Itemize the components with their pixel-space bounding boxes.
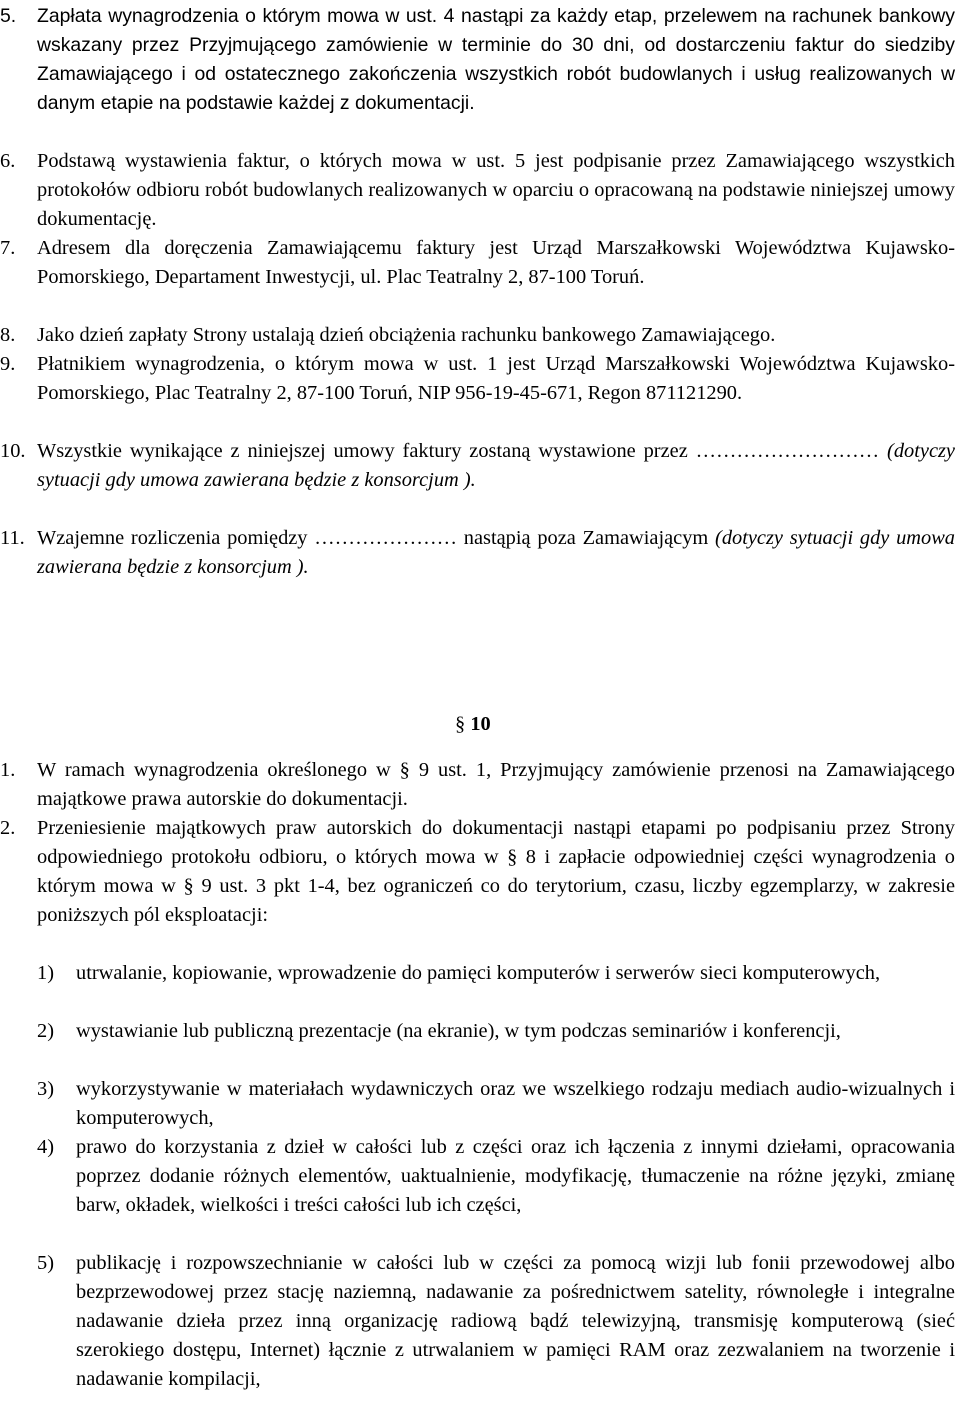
subitem-number: 3) — [37, 1078, 54, 1100]
item-text: Zapłata wynagrodzenia o którym mowa w ust. 4 nastąpi za każdy etap, przelewem na rachunek bankowy wskazany przez Przyjmującego zamówienie w terminie do 30 dni, od dostarczeniu faktur do siedziby Zamawiającego i od ostatecznego zakończenia wszystkich robót budowlanych i usług realizowanych w danym etapie na podstawie każdej z dokumentacji. — [37, 5, 955, 114]
item-number: 5. — [0, 5, 17, 27]
paragraph-10 — [0, 437, 955, 495]
paragraph-9 — [0, 350, 955, 408]
item-number: 9. — [0, 353, 16, 375]
item-note: (dotyczy sytuacji gdy umowa zawierana będzie z konsorcjum ). — [37, 440, 955, 491]
item-text: Płatnikiem wynagrodzenia, o którym mowa w ust. 1 jest Urząd Marszałkowski Województwa Kujawsko-Pomorskiego, Plac Teatralny 2, 87-100 Toruń, NIP 956-19-45-671, Regon 871121290. — [37, 353, 955, 404]
section-paragraph-1 — [0, 756, 955, 814]
item-text: Przeniesienie majątkowych praw autorskich do dokumentacji nastąpi etapami po podpisaniu przez Strony odpowiedniego protokołu odbioru, o których mowa w § 8 i zapłacie odpowiedniej części wynagrodzenia o którym mowa w § 9 ust. 3 pkt 1-4, bez ograniczeń co do terytorium, czasu, liczby egzemplarzy, w zakresie poniższych pól eksploatacji: — [37, 817, 955, 926]
subitem-text: wykorzystywanie w materiałach wydawniczych oraz we wszelkiego rodzaju mediach audio-wizualnych i komputerowych, — [76, 1078, 955, 1129]
item-number: 2. — [0, 817, 16, 839]
field-item-5 — [0, 1249, 955, 1394]
field-item-4 — [0, 1133, 955, 1220]
item-text-part: Wzajemne rozliczenia pomiędzy — [37, 527, 308, 549]
item-text-part: nastąpią poza Zamawiającym — [463, 527, 709, 549]
field-item-3 — [0, 1075, 955, 1133]
subitem-text: wystawianie lub publiczną prezentacje (na ekranie), w tym podczas seminariów i konferencji, — [76, 1020, 841, 1042]
section-number: 10 — [470, 713, 491, 735]
item-text-part: Wszystkie wynikające z niniejszej umowy faktury zostaną wystawione przez — [37, 440, 688, 462]
item-text: Jako dzień zapłaty Strony ustalają dzień obciążenia rachunku bankowego Zamawiającego. — [37, 324, 776, 346]
item-text — [37, 437, 955, 495]
subitem-text: utrwalanie, kopiowanie, wprowadzenie do pamięci komputerów i serwerów sieci komputerowych, — [76, 962, 881, 984]
section-paragraph-2 — [0, 814, 955, 930]
blank-dots: ………………… — [314, 527, 458, 549]
subitem-number: 2) — [37, 1020, 54, 1042]
item-number: 11. — [0, 527, 25, 549]
field-item-1 — [0, 959, 955, 988]
blank-dots: ……………………… — [695, 440, 880, 462]
subitem-number: 1) — [37, 962, 54, 984]
section-heading — [455, 710, 491, 739]
item-number: 6. — [0, 150, 16, 172]
field-item-2 — [0, 1017, 955, 1046]
item-number: 8. — [0, 324, 16, 346]
paragraph-8 — [0, 321, 955, 350]
item-text — [37, 524, 955, 582]
subitem-text: publikację i rozpowszechnianie w całości lub w części za pomocą wizji lub fonii przewodowej albo bezprzewodowej przez stację naziemną, nadawanie za pośrednictwem satelity, równoległe i integralne nadawanie dzieła przez inną organizację radiową bądź telewizyjną, transmisję komputerową (sieć szerokiego dostępu, Internet) łącznie z utrwalaniem w pamięci RAM oraz zezwalaniem na tworzenie i nadawanie kompilacji, — [76, 1252, 955, 1390]
paragraph-6 — [0, 147, 955, 234]
section-symbol: § — [455, 713, 466, 735]
item-number: 1. — [0, 759, 16, 781]
item-text: Adresem dla doręczenia Zamawiającemu faktury jest Urząd Marszałkowski Województwa Kujawsko-Pomorskiego, Departament Inwestycji, ul. Plac Teatralny 2, 87-100 Toruń. — [37, 237, 955, 288]
item-text: Podstawą wystawienia faktur, o których mowa w ust. 5 jest podpisanie przez Zamawiającego wszystkich protokołów odbioru robót budowlanych realizowanych w oparciu o opracowaną na podstawie niniejszej umowy dokumentację. — [37, 150, 955, 230]
subitem-number: 4) — [37, 1136, 54, 1158]
item-number: 7. — [0, 237, 16, 259]
subitem-number: 5) — [37, 1252, 54, 1274]
item-number: 10. — [0, 440, 26, 462]
subitem-text: prawo do korzystania z dzieł w całości lub z części oraz ich łączenia z innymi dziełami, opracowania poprzez dodanie różnych elementów, uaktualnienie, modyfikację, tłumaczenie na różne języki, zmianę barw, okładek, wielkości i treści całości lub ich części, — [76, 1136, 955, 1216]
paragraph-11 — [0, 524, 955, 582]
paragraph-7 — [0, 234, 955, 292]
item-text: W ramach wynagrodzenia określonego w § 9 ust. 1, Przyjmujący zamówienie przenosi na Zamawiającego majątkowe prawa autorskie do dokumentacji. — [37, 759, 955, 810]
paragraph-5 — [0, 2, 955, 118]
item-note: (dotyczy sytuacji gdy umowa zawierana będzie z konsorcjum ). — [37, 527, 955, 578]
